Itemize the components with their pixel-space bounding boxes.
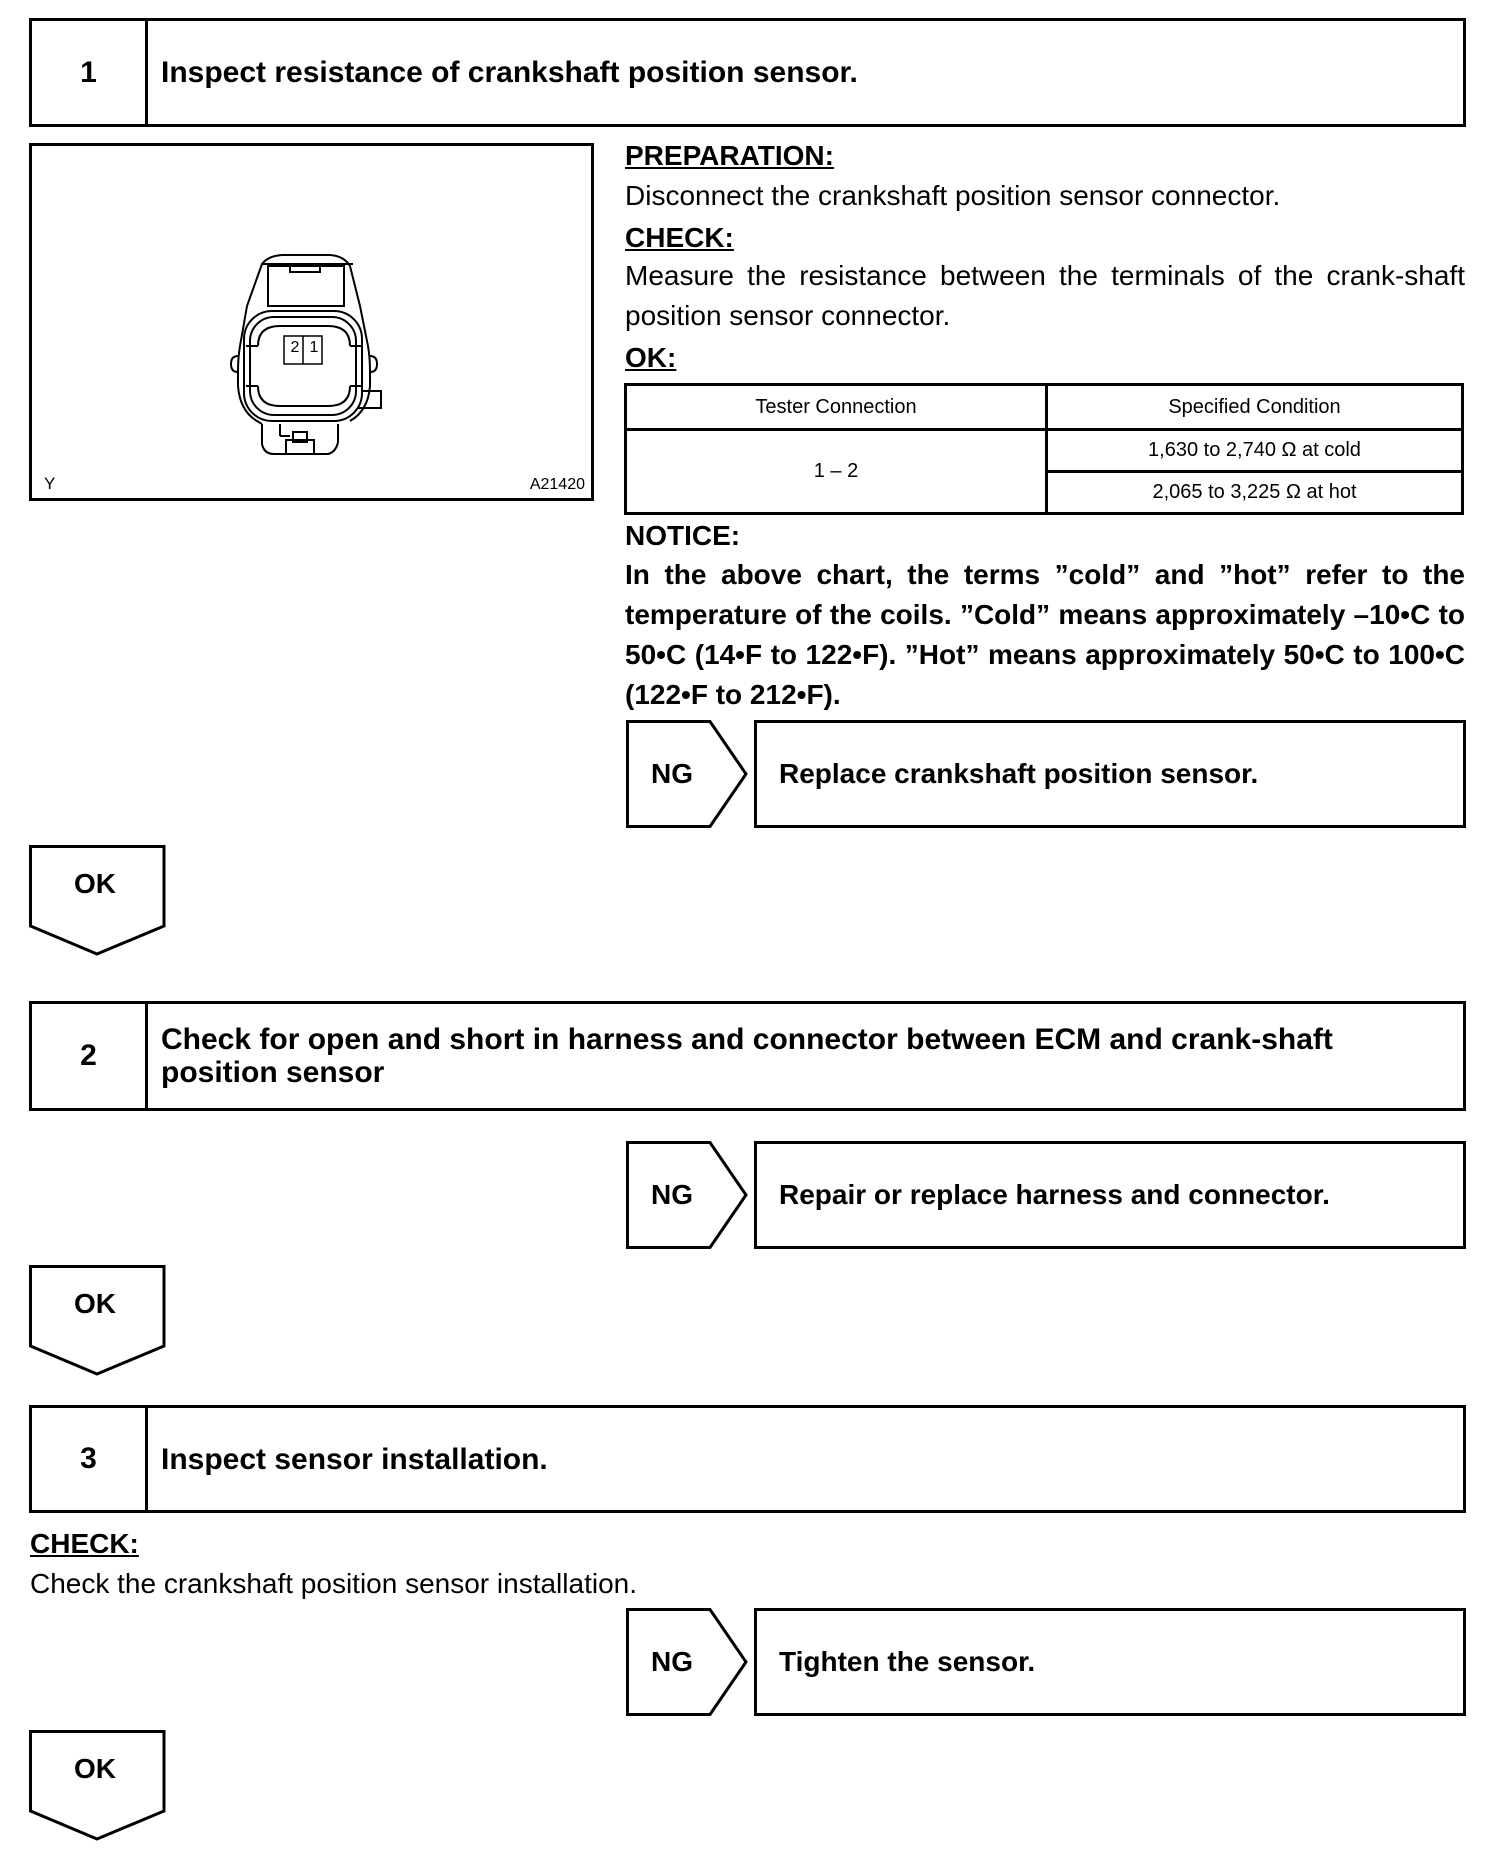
- step-1-ok-branch: [29, 845, 167, 957]
- check-heading: CHECK:: [30, 1528, 139, 1559]
- step-title: Check for open and short in harness and connector between ECM and crank-shaft position sensor: [161, 1023, 1333, 1089]
- check-text: Check the crankshaft position sensor installation.: [30, 1568, 637, 1599]
- ng-label: NG: [651, 1179, 693, 1210]
- ok-label: OK: [74, 1753, 116, 1784]
- step-2-header: [29, 1001, 1466, 1111]
- ok-heading: OK:: [625, 342, 677, 373]
- connector-illustration: [29, 143, 594, 501]
- preparation-text: Disconnect the crankshaft position sensor connector.: [625, 180, 1281, 211]
- step-1-ng-branch: [626, 720, 1468, 828]
- ng-label: NG: [651, 1646, 693, 1677]
- preparation-heading: PREPARATION:: [625, 140, 834, 171]
- check-heading: CHECK:: [625, 222, 734, 253]
- ng-action-box: Replace crankshaft position sensor.: [754, 720, 1466, 828]
- step-1-header: [29, 18, 1466, 127]
- check-text: Measure the resistance between the terminals of the crank-shaft position sensor connector.: [625, 260, 1465, 331]
- table-header-specified-condition: Specified Condition: [1047, 385, 1463, 430]
- ng-action-box: Tighten the sensor.: [754, 1608, 1466, 1716]
- table-cell-connection: 1 – 2: [626, 430, 1047, 514]
- step-number: 1: [32, 21, 148, 124]
- notice-text: In the above chart, the terms ”cold” and ”hot” refer to the temperature of the coils. ”Cold” means approximately –10•C to 50•C (14•F to 122•F). ”Hot” means approximately 50•C to 100•C (122•F to 212•F).: [625, 559, 1465, 710]
- step-2-ok-branch: [29, 1265, 167, 1377]
- illustration-view-code: Y: [44, 474, 56, 493]
- ng-action-box: Repair or replace harness and connector.: [754, 1141, 1466, 1249]
- ok-label: OK: [74, 868, 116, 899]
- notice-heading: NOTICE:: [625, 520, 741, 551]
- terminal-1-label: 1: [309, 339, 319, 356]
- table-cell-cold: 1,630 to 2,740 Ω at cold: [1047, 430, 1463, 472]
- terminal-2-label: 2: [290, 339, 300, 356]
- ng-label: NG: [651, 758, 693, 789]
- step-3-ok-branch: [29, 1730, 167, 1842]
- step-title: Inspect resistance of crankshaft position sensor.: [161, 56, 858, 89]
- step-title: Inspect sensor installation.: [161, 1442, 548, 1476]
- ok-label: OK: [74, 1288, 116, 1319]
- table-cell-hot: 2,065 to 3,225 Ω at hot: [1047, 472, 1463, 514]
- step-number: 3: [32, 1408, 148, 1510]
- step-2-ng-branch: [626, 1141, 1468, 1249]
- step-3-ng-branch: [626, 1608, 1468, 1716]
- resistance-spec-table: [624, 383, 1464, 515]
- step-3-header: [29, 1405, 1466, 1513]
- step-number: 2: [32, 1004, 148, 1108]
- illustration-figure-id: A21420: [529, 476, 585, 493]
- connector-front-view-icon: [32, 146, 591, 498]
- table-header-tester-connection: Tester Connection: [626, 385, 1047, 430]
